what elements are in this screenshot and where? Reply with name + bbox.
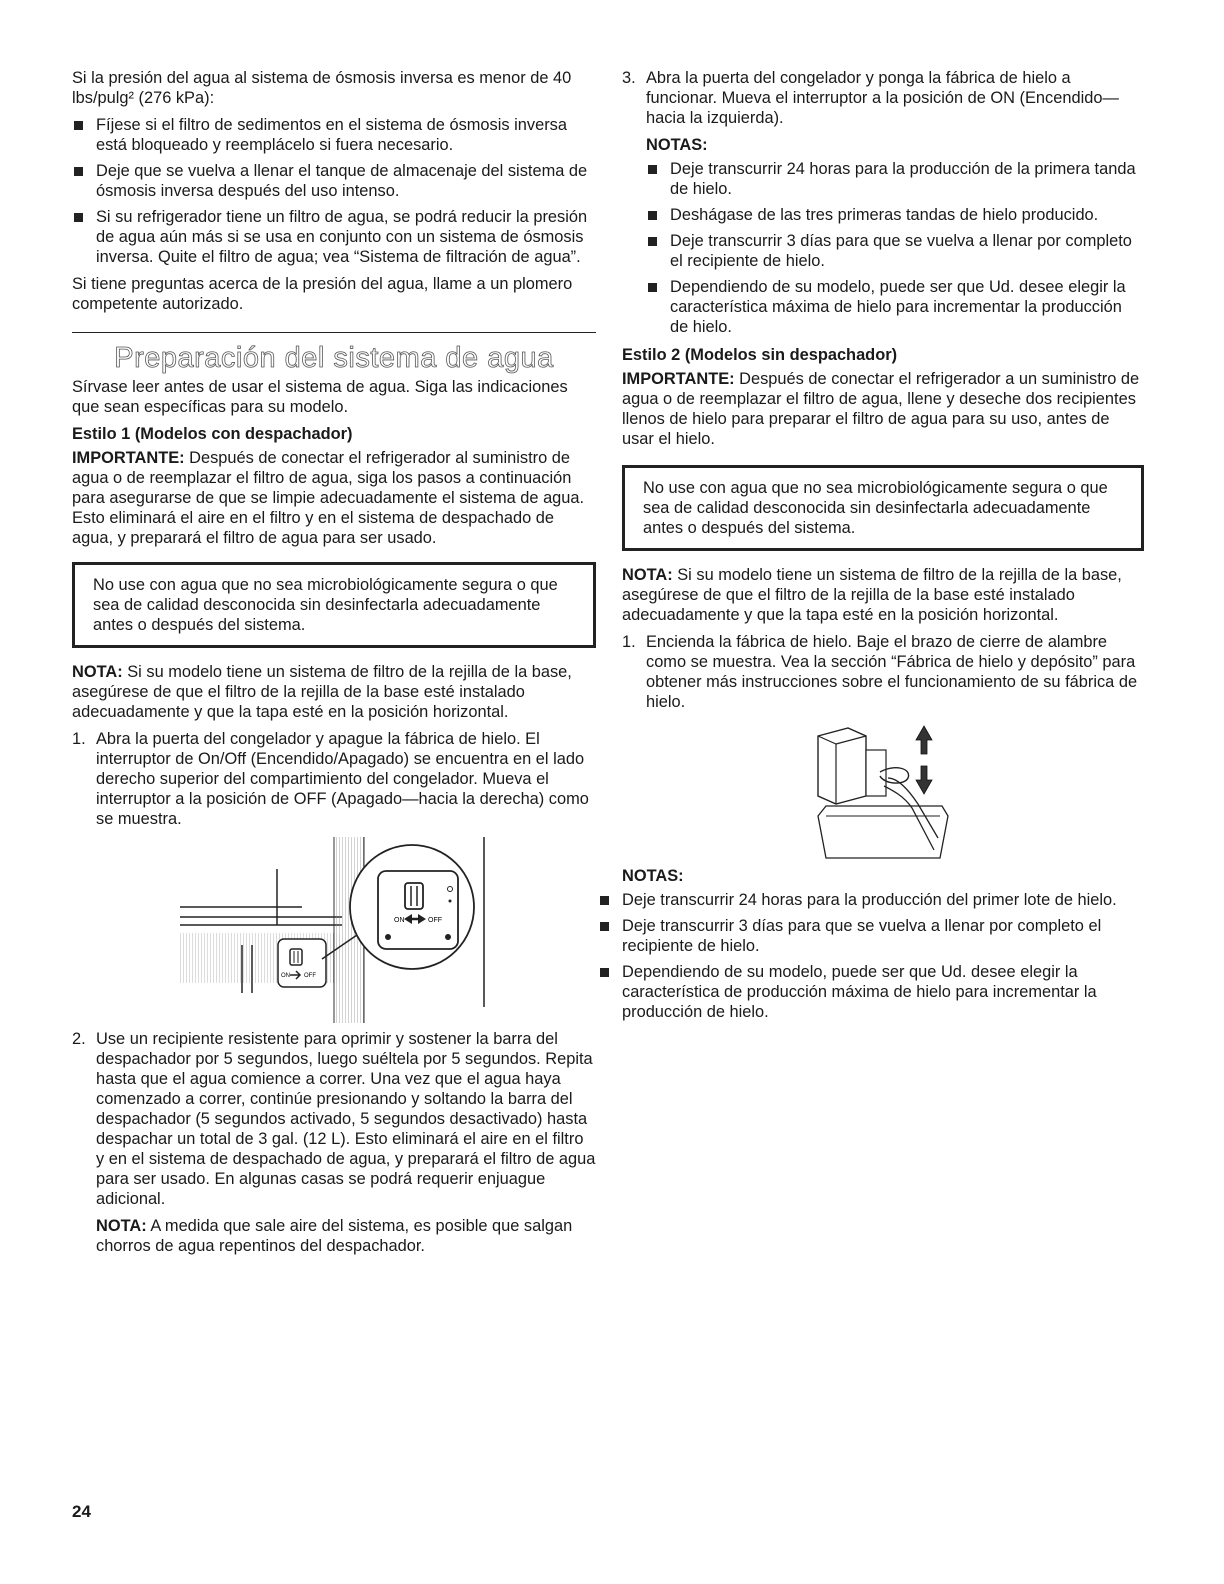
list-item: Deje transcurrir 3 días para que se vuelva a llenar por completo el recipiente de hielo.: [598, 916, 1144, 956]
list-item: Deje que se vuelva a llenar el tanque de almacenaje del sistema de ósmosis inversa después del uso intenso.: [72, 161, 596, 201]
style1-steps: [72, 729, 596, 829]
style2-steps: [622, 632, 1144, 712]
zoom-on-label: ON: [394, 917, 405, 924]
nota-label: NOTA:: [72, 663, 123, 681]
freezer-switch-figure: [72, 837, 596, 1023]
list-item: Si su refrigerador tiene un filtro de agua, se podrá reducir la presión de agua aún más si se usa en conjunto con un sistema de ósmosis inversa. Quite el filtro de agua; vea “Sistema de filtración de agua”.: [72, 207, 596, 267]
zoom-off-label: OFF: [428, 917, 442, 924]
style1-important: [72, 448, 596, 548]
notas2-heading: NOTAS:: [622, 867, 684, 885]
list-item: Deshágase de las tres primeras tandas de hielo producido.: [646, 205, 1144, 225]
freezer-switch-illustration: [72, 837, 596, 1023]
nota-text: Si su modelo tiene un sistema de filtro de la rejilla de la base, asegúrese de que el filtro de la rejilla de la base esté instalado adecuadamente y que la tapa esté en la posición horizontal.: [622, 566, 1122, 624]
step-1: [72, 729, 596, 829]
ice-maker-figure: [622, 720, 1144, 862]
step-text: Use un recipiente resistente para oprimir y sostener la barra del despachador por 5 segundos, luego suéltela por 5 segundos. Repita hasta que el agua comience a correr. Una vez que el agua haya comenzado a correr, continúe presionando y soltando la barra del despachador (5 segundos activado, 5 segundos desactivado) hasta despachar un total de 3 gal. (12 L). Esto eliminará el aire en el filtro y en el sistema de despachado de agua, y preparará el filtro de agua para ser usado. En algunas casas se podrá requerir enjuague adicional.: [96, 1030, 596, 1208]
step-1: [622, 632, 1144, 712]
pressure-questions: Si tiene preguntas acerca de la presión del agua, llame a un plomero competente autorizado.: [72, 275, 573, 313]
step-number: 1.: [72, 730, 86, 748]
section-intro: Sírvase leer antes de usar el sistema de agua. Siga las indicaciones que sean específicas para su modelo.: [72, 378, 568, 416]
notas-list: [646, 159, 1144, 337]
list-item: Deje transcurrir 24 horas para la producción del primer lote de hielo.: [598, 890, 1144, 910]
style2-heading: Estilo 2 (Modelos sin despachador): [622, 346, 898, 364]
step-number: 1.: [622, 633, 636, 651]
pressure-bullets: [72, 115, 596, 267]
step2-nota: [96, 1216, 596, 1256]
left-column: [72, 68, 596, 1264]
right-column: [622, 68, 1144, 1029]
style1-steps-right: [622, 68, 1144, 337]
step-number: 2.: [72, 1030, 86, 1048]
list-item: Dependiendo de su modelo, puede ser que Ud. desee elegir la característica de producción máxima de hielo para incrementar la producción de hielo.: [598, 962, 1144, 1022]
small-off-label: OFF: [304, 973, 316, 979]
step-text: Encienda la fábrica de hielo. Baje el brazo de cierre de alambre como se muestra. Vea la sección “Fábrica de hielo y depósito” para obtener más instrucciones sobre el funcionamiento de su fábrica de hielo.: [646, 633, 1138, 711]
list-item: Deje transcurrir 24 horas para la producción de la primera tanda de hielo.: [646, 159, 1144, 199]
nota-label: NOTA:: [622, 566, 673, 584]
step-2: [72, 1029, 596, 1256]
important-text: Después de conectar el refrigerador al suministro de agua o de reemplazar el filtro de agua, siga los pasos a continuación para asegurarse de que se limpie adecuadamente el sistema de agua. Esto eliminará el aire en el filtro y en el sistema de despachado de agua, y preparará el filtro de agua para ser usado.: [72, 449, 585, 547]
important-label: IMPORTANTE:: [622, 370, 735, 388]
style1-nota: [72, 662, 596, 722]
step-number: 3.: [622, 69, 636, 87]
nota-text: Si su modelo tiene un sistema de filtro de la rejilla de la base, asegúrese de que el filtro de la rejilla de la base esté instalado adecuadamente y que la tapa esté en la posición horizontal.: [72, 663, 572, 721]
style1-steps-continued: [72, 1029, 596, 1256]
style1-heading: Estilo 1 (Modelos con despachador): [72, 425, 353, 443]
list-item: Fíjese si el filtro de sedimentos en el sistema de ósmosis inversa está bloqueado y reemplácelo si fuera necesario.: [72, 115, 596, 155]
step-text: Abra la puerta del congelador y apague la fábrica de hielo. El interruptor de On/Off (Encendido/Apagado) se encuentra en el lado derecho superior del compartimiento del congelador. Mueva el interruptor a la posición de OFF (Apagado—hacia la derecha) como se muestra.: [96, 730, 589, 828]
notas-heading: NOTAS:: [646, 136, 708, 154]
pressure-intro: Si la presión del agua al sistema de ósmosis inversa es menor de 40 lbs/pulg² (276 kPa):: [72, 69, 572, 107]
page-number: 24: [72, 1502, 91, 1521]
style2-nota: [622, 565, 1144, 625]
nota-label: NOTA:: [96, 1217, 147, 1235]
list-item: Deje transcurrir 3 días para que se vuelva a llenar por completo el recipiente de hielo.: [646, 231, 1144, 271]
section-divider: [72, 332, 596, 333]
nota-text: A medida que sale aire del sistema, es posible que salgan chorros de agua repentinos del despachador.: [96, 1217, 573, 1255]
important-text: Después de conectar el refrigerador a un suministro de agua o de reemplazar el filtro de agua, llene y deseche dos recipientes llenos de hielo para preparar el filtro de agua para su uso, antes de usar el hielo.: [622, 370, 1140, 448]
ice-maker-illustration: [622, 720, 1144, 862]
important-label: IMPORTANTE:: [72, 449, 185, 467]
warning-text: No use con agua que no sea microbiológicamente segura o que sea de calidad desconocida sin desinfectarla adecuadamente antes o después del sistema.: [93, 576, 558, 634]
list-item: Dependiendo de su modelo, puede ser que Ud. desee elegir la característica máxima de hielo para incrementar la producción de hielo.: [646, 277, 1144, 337]
warning-text: No use con agua que no sea microbiológicamente segura o que sea de calidad desconocida sin desinfectarla adecuadamente antes o después del sistema.: [643, 479, 1108, 537]
section-title: Preparación del sistema de agua: [114, 342, 554, 374]
step-text: Abra la puerta del congelador y ponga la fábrica de hielo a funcionar. Mueva el interruptor a la posición de ON (Encendido—hacia la izquierda).: [646, 69, 1119, 127]
warning-box: [622, 465, 1144, 551]
warning-box: [72, 562, 596, 648]
notas2-list: [598, 890, 1144, 1022]
style2-important: [622, 369, 1144, 449]
small-on-label: ON: [281, 973, 290, 979]
step-3: [622, 68, 1144, 337]
